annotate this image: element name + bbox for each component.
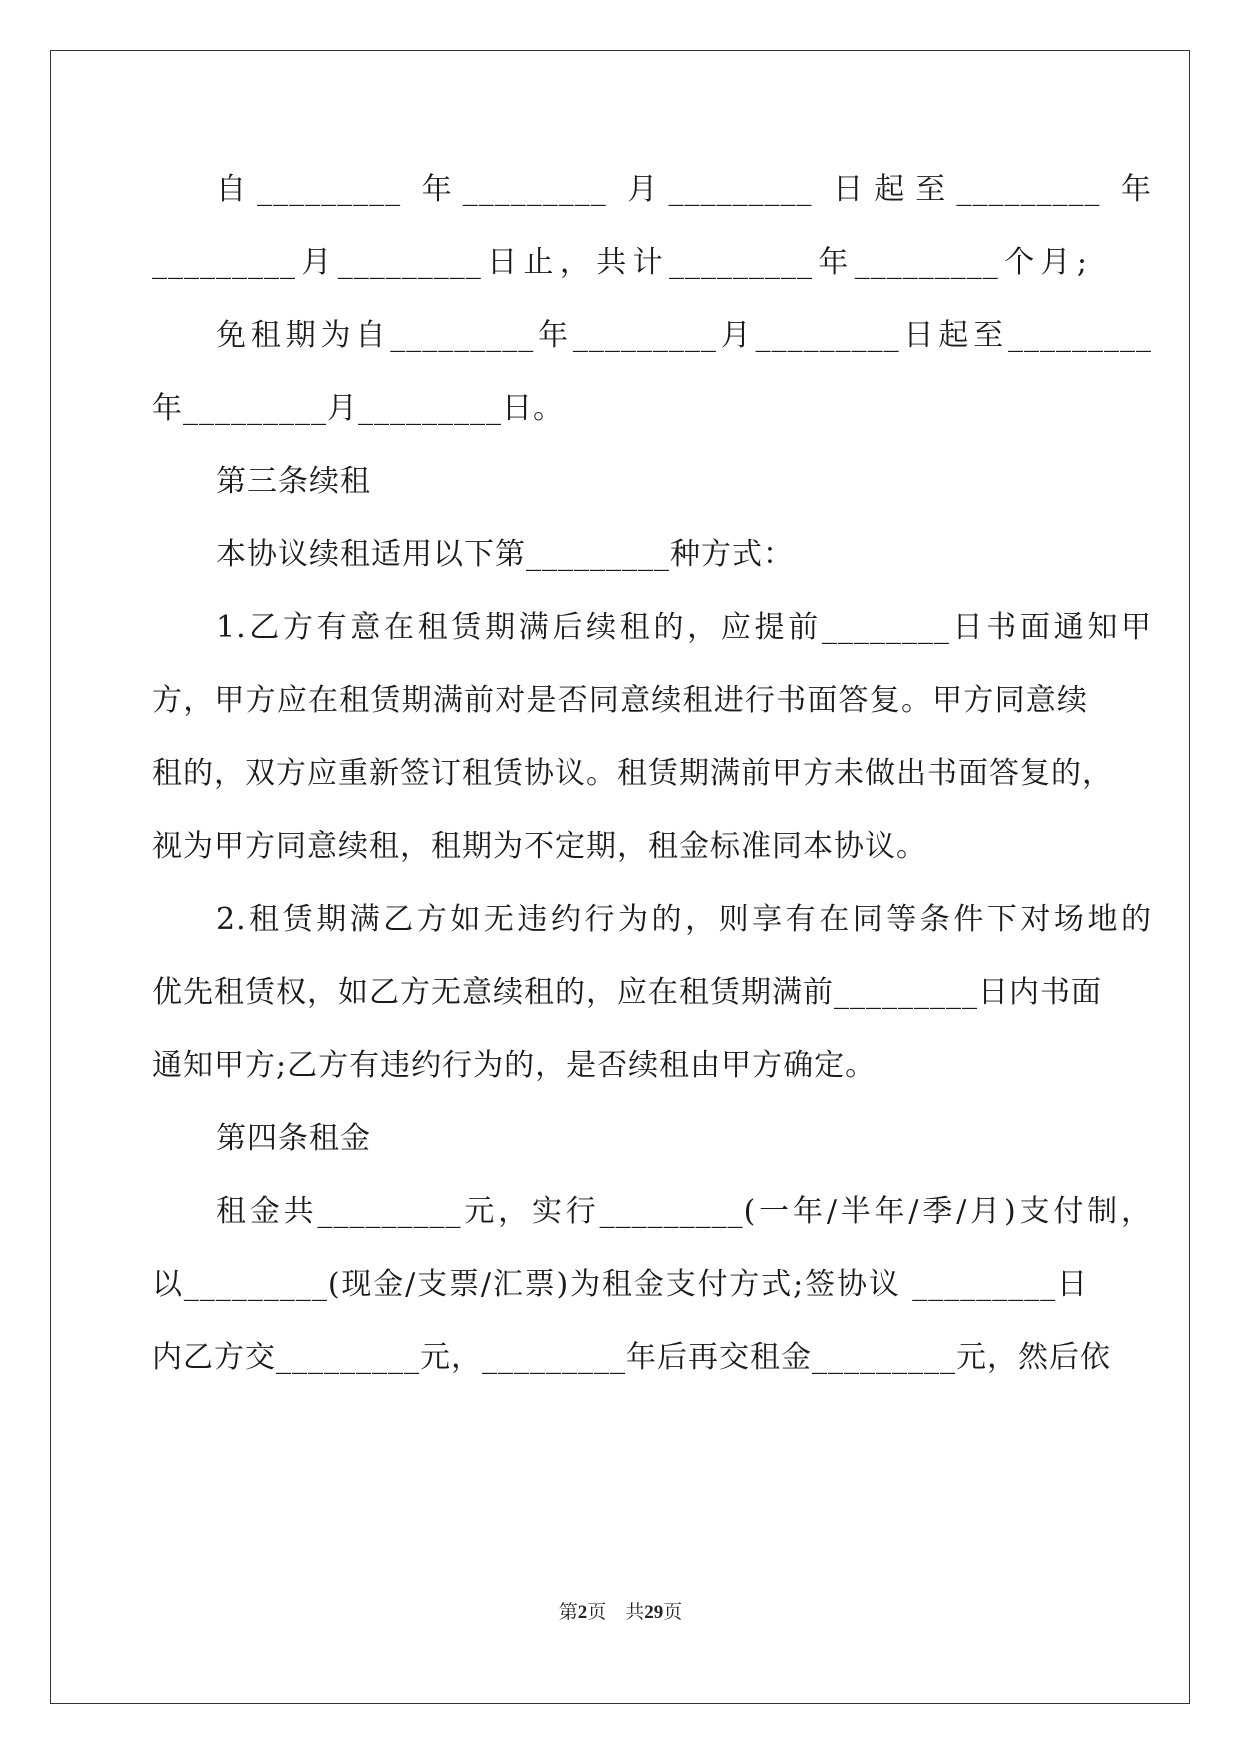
section-heading-renewal: 第三条续租 xyxy=(216,464,371,499)
text-line: 1.乙方有意在租赁期满后续租的，应提前________日书面通知甲 xyxy=(216,610,1152,645)
footer-mid: 页 共 xyxy=(587,1602,645,1623)
text-line: 视为甲方同意续租，租期为不定期，租金标准同本协议。 xyxy=(152,829,927,864)
text-line: _________月_________日止，共计_________年_________个月; xyxy=(152,245,1088,280)
text-line: 本协议续租适用以下第_________种方式： xyxy=(216,537,794,572)
current-page-number: 2 xyxy=(577,1602,588,1623)
page-number-footer xyxy=(0,1601,1241,1625)
text-line: 2.租赁期满乙方如无违约行为的，则享有在同等条件下对场地的 xyxy=(216,902,1152,937)
text-line: 免租期为自_________年_________月_________日起至_________ xyxy=(216,318,1152,353)
text-line: 方，甲方应在租赁期满前对是否同意续租进行书面答复。甲方同意续 xyxy=(152,683,1088,718)
footer-suffix: 页 xyxy=(663,1602,683,1623)
footer-prefix: 第 xyxy=(558,1602,578,1623)
total-page-number: 29 xyxy=(644,1602,664,1623)
text-line: 以_________(现金/支票/汇票)为租金支付方式;签协议 _________日 xyxy=(152,1267,1088,1302)
text-line: 通知甲方;乙方有违约行为的，是否续租由甲方确定。 xyxy=(152,1048,877,1083)
page-border xyxy=(50,50,1190,1704)
text-line: 内乙方交_________元，_________年后再交租金_________元，然后依 xyxy=(152,1340,1111,1375)
section-heading-rent: 第四条租金 xyxy=(216,1121,371,1156)
text-line: 租金共_________元，实行_________(一年/半年/季/月)支付制， xyxy=(216,1194,1152,1229)
text-line: 自_________ 年_________ 月_________ 日起至_________ 年 xyxy=(216,172,1152,207)
text-line: 租的，双方应重新签订租赁协议。租赁期满前甲方未做出书面答复的， xyxy=(152,756,1113,791)
text-line: 优先租赁权，如乙方无意续租的，应在租赁期满前_________日内书面 xyxy=(152,975,1102,1010)
text-line: 年_________月_________日。 xyxy=(152,391,564,426)
